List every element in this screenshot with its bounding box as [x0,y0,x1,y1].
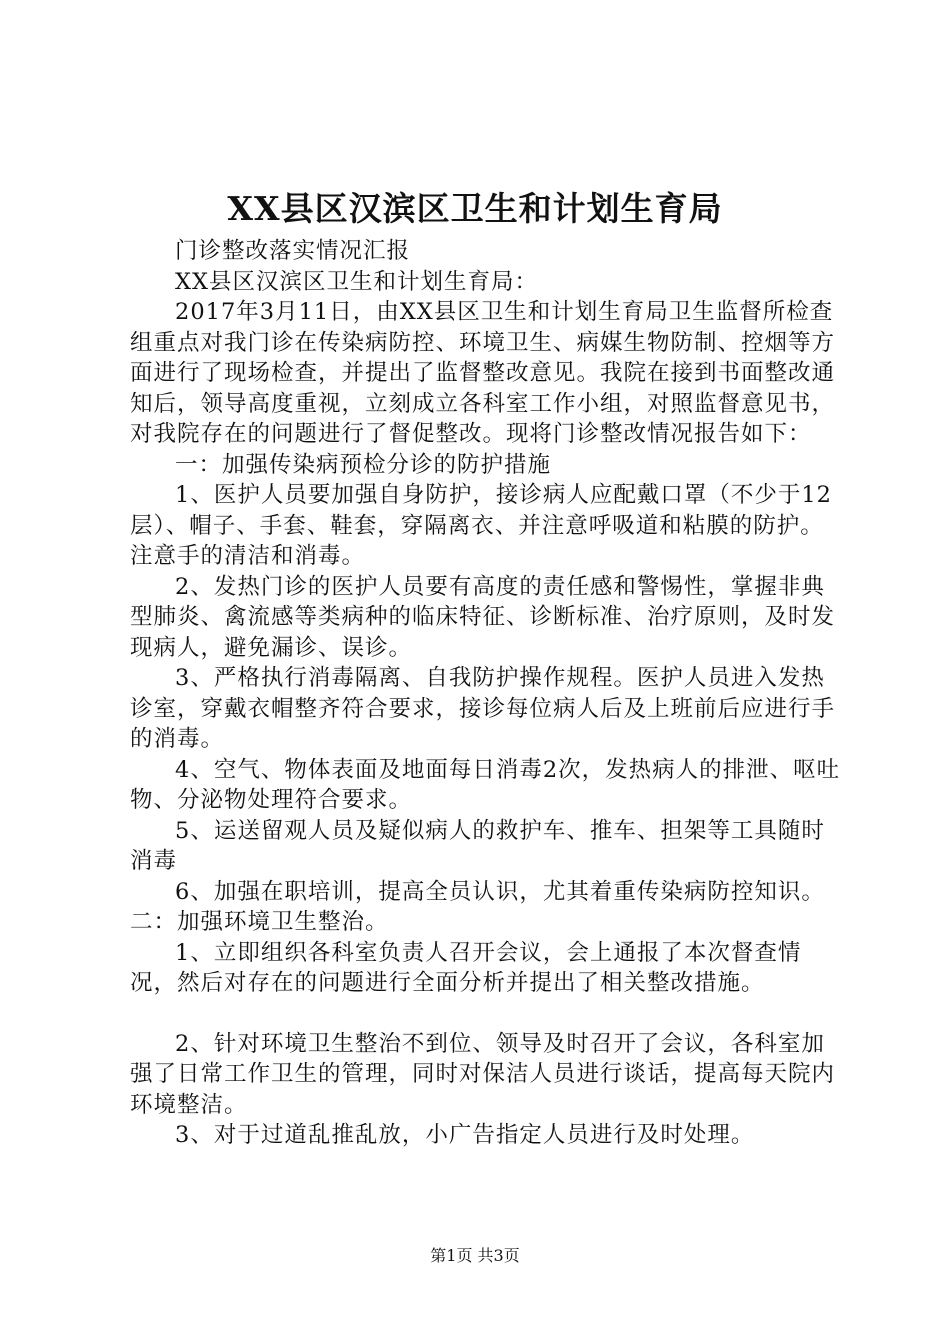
list-item: 1、医护人员要加强自身防护，接诊病人应配戴口罩（不少于12层）、帽子、手套、鞋套，穿隔离衣、并注意呼吸道和粘膜的防护。注意手的清洁和消毒。 [130,482,832,569]
list-item: 2、针对环境卫生整治不到位、领导及时召开了会议，各科室加强了日常工作卫生的管理，同时对保洁人员进行谈话，提高每天院内环境整洁。 [130,1030,836,1118]
list-item: 2、发热门诊的医护人员要有高度的责任感和警惕性，掌握非典型肺炎、禽流感等类病种的临床特征、诊断标准、治疗原则，及时发现病人，避免漏诊、误诊。 [130,573,836,661]
list-item: 3、对于过道乱推乱放，小广告指定人员进行及时处理。 [175,1122,755,1148]
list-item: 5、运送留观人员及疑似病人的救护车、推车、担架等工具随时消毒 [130,817,825,874]
document-title: XX县区汉滨区卫生和计划生育局 [227,189,723,228]
list-item: 3、严格执行消毒隔离、自我防护操作规程。医护人员进入发热诊室，穿戴衣帽整齐符合要求，接诊每位病人后及上班前后应进行手的消毒。 [130,665,836,752]
section-heading-1: 一：加强传染病预检分诊的防护措施 [175,451,552,478]
addressee: XX县区汉滨区卫生和计划生育局： [175,268,539,295]
page-footer: 第1页 共3页 [430,1246,520,1265]
list-item: 6、加强在职培训，提高全员认识，尤其着重传染病防控知识。二：加强环境卫生整治。 [130,878,825,935]
document-body [130,236,842,1151]
report-subtitle: 门诊整改落实情况汇报 [175,238,411,264]
intro-paragraph: 2017年3月11日，由XX县区卫生和计划生育局卫生监督所检查组重点对我门诊在传染病防控、环境卫生、病媒生物防制、控烟等方面进行了现场检查，并提出了监督整改意见。我院在接到书面整改通知后，领导高度重视，立刻成立各科室工作小组，对照监督意见书，对我院存在的问题进行了督促整改。现将门诊整改情况报告如下： [130,299,836,447]
list-item: 1、立即组织各科室负责人召开会议，会上通报了本次督查情况，然后对存在的问题进行全面分析并提出了相关整改措施。 [130,939,802,996]
list-item: 4、空气、物体表面及地面每日消毒2次，发热病人的排泄、呕吐物、分泌物处理符合要求。 [130,756,841,813]
